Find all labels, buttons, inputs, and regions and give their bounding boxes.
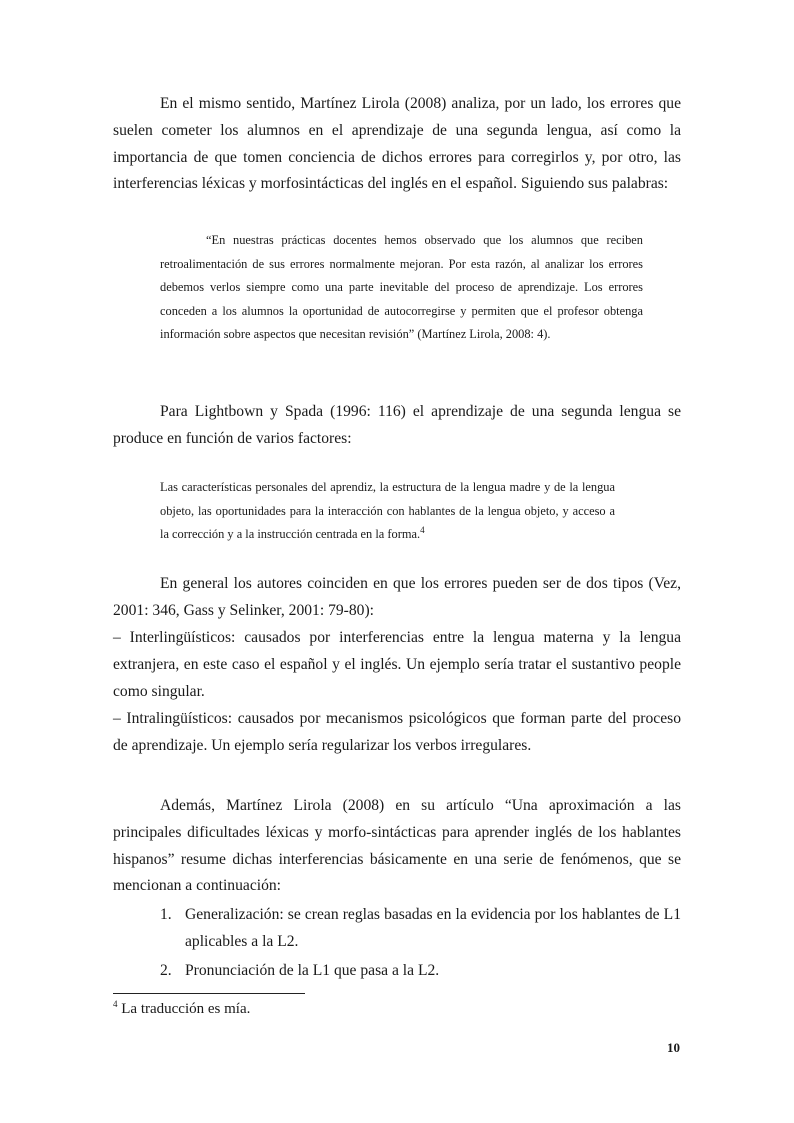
footnote [113,999,250,1019]
phenomena-list [113,901,681,984]
list-item-text: Pronunciación de la L1 que pasa a la L2. [185,962,440,979]
list-item-number: 1. [160,906,172,923]
block-quote-martinez: “En nuestras prácticas docentes hemos observado que los alumnos que reciben retroalimentación de sus errores normalmente mejoran. Por esta razón, al analizar los errores debemos verlos siempre como una parte inevitable del proceso de aprendizaje. Los errores conceden a los alumnos la oportunidad de autocorregirse y permiten que el profesor obtenga información sobre aspectos que necesitan revisión” (Martínez Lirola, 2008: 4). [160,233,643,342]
page-number: 10 [667,1040,680,1055]
block-quote-lightbown: Las características personales del aprendiz, la estructura de la lengua madre y de la lengua objeto, las oportunidades para la interacción con hablantes de la lengua objeto, y acceso a la corrección y a la instrucción centrada en la forma.$^4$ [160,480,615,542]
paragraph-error-types: En general los autores coinciden en que los errores pueden ser de dos tipos (Vez, 2001: 346, Gass y Selinker, 2001: 79-80): [113,575,681,619]
bullet-intralinguisticos: – Intralingüísticos: causados por mecanismos psicológicos que forman parte del proceso de aprendizaje. Un ejemplo sería regularizar los verbos irregulares. [113,710,681,754]
footnote-separator [113,993,305,994]
paragraph-lightbown: Para Lightbown y Spada (1996: 116) el aprendizaje de una segunda lengua se produce en función de varios factores: [113,403,681,447]
footnote-reference[interactable]: 4 [420,525,425,536]
list-item-text: Generalización: se crean reglas basadas en la evidencia por los hablantes de L1 aplicables a la L2. [185,906,681,950]
list-item-number: 2. [160,962,172,979]
paragraph-martinez-article: Además, Martínez Lirola (2008) en su artículo “Una aproximación a las principales dificultades léxicas y morfo-sintácticas para aprender inglés de los hablantes hispanos” resume dichas interferencias básicamente en una serie de fenómenos, que se mencionan a continuación: [113,797,681,895]
bullet-interlinguisticos: – Interlingüísticos: causados por interferencias entre la lengua materna y la lengua extranjera, en este caso el español y el inglés. Un ejemplo sería tratar el sustantivo people como singular. [113,629,681,700]
footnote-mark: 4 [113,999,118,1009]
list-item [113,957,681,984]
paragraph-intro: En el mismo sentido, Martínez Lirola (2008) analiza, por un lado, los errores que suelen cometer los alumnos en el aprendizaje de una segunda lengua, así como la importancia de que tomen conciencia de dichos errores para corregirlos y, por otro, las interferencias léxicas y morfosintácticas del inglés en el español. Siguiendo sus palabras: [113,95,681,193]
footnote-text: La traducción es mía. [121,1001,251,1017]
list-item [113,901,681,955]
